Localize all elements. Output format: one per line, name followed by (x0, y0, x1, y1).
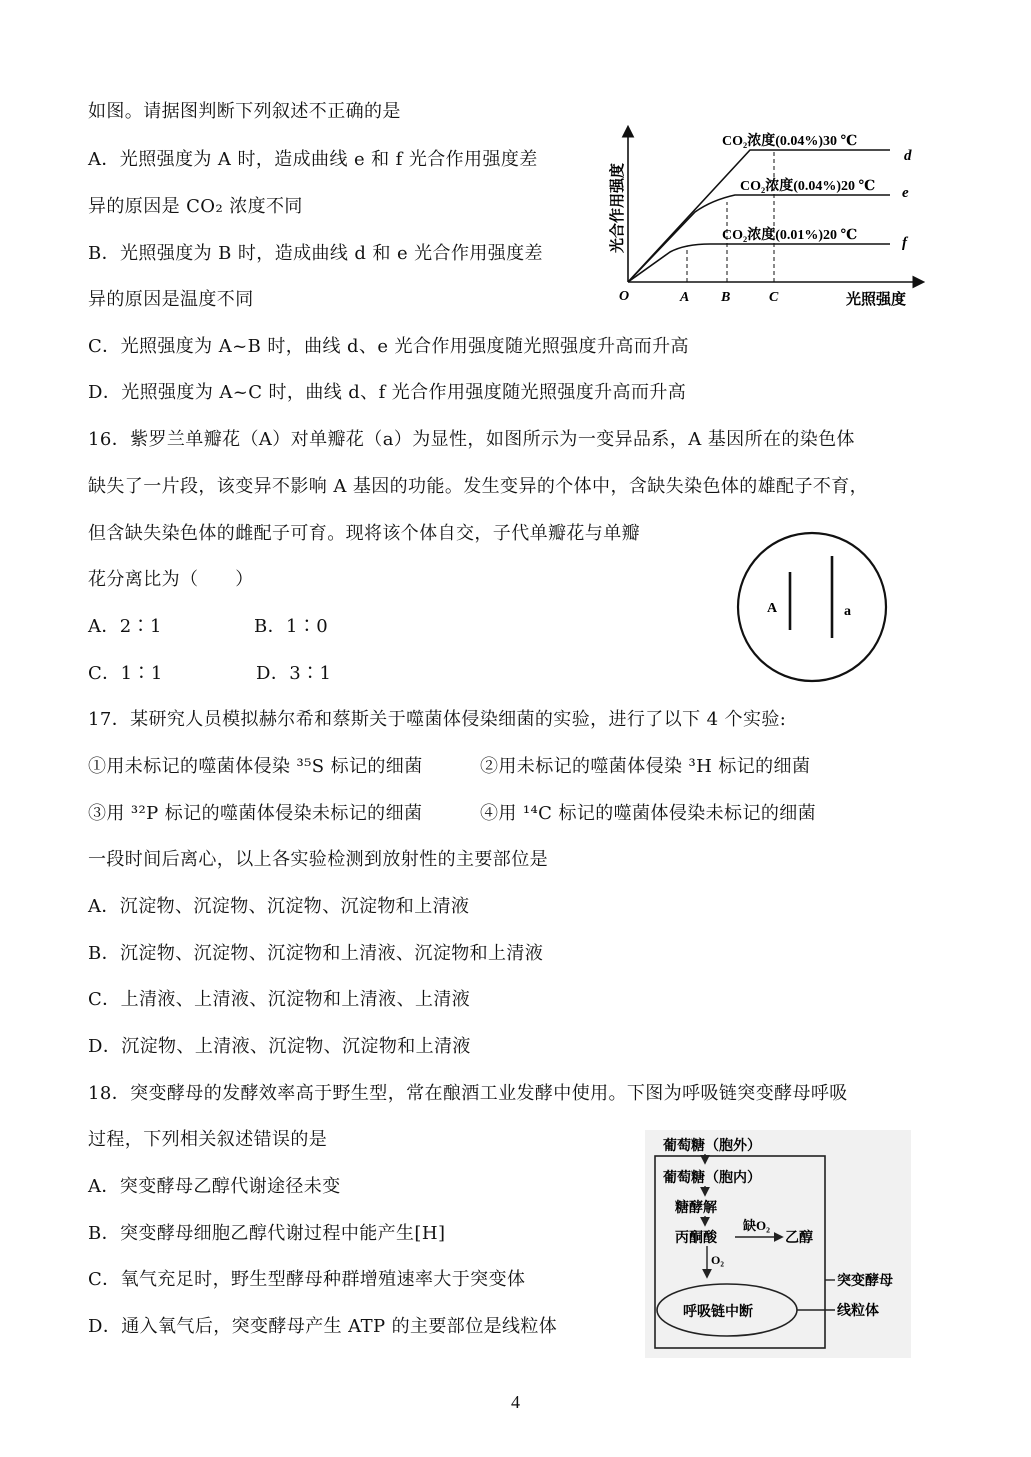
q17-exp3: ③用 ³²P 标记的噬菌体侵染未标记的细菌 (88, 803, 423, 824)
q17-line4: 一段时间后离心，以上各实验检测到放射性的主要部位是 (88, 849, 548, 870)
q15-option-d: D．光照强度为 A~C 时，曲线 d、f 光合作用强度随光照强度升高而升高 (88, 382, 687, 403)
q17-exp1: ①用未标记的噬菌体侵染 ³⁵S 标记的细菌 (88, 756, 423, 777)
q15-option-b-line2: 异的原因是温度不同 (88, 289, 254, 310)
q17-line1: 17．某研究人员模拟赫尔希和蔡斯关于噬菌体侵染细菌的实验，进行了以下 4 个实验: (88, 709, 787, 730)
photosynthesis-chart (600, 120, 930, 315)
glucose-outside: 葡萄糖（胞外） (663, 1139, 761, 1154)
q15-stem: 如图。请据图判断下列叙述不正确的是 (88, 101, 401, 122)
q15-option-c: C．光照强度为 A~B 时，曲线 d、e 光合作用强度随光照强度升高而升高 (88, 336, 689, 357)
x-tick-a: A (680, 290, 690, 305)
oxygen-label: O₂ (711, 1253, 724, 1267)
q18-option-a: A．突变酵母乙醇代谢途径未变 (88, 1176, 341, 1197)
cell-circle (738, 533, 886, 681)
curve-f-label: CO₂浓度(0.01%)20 ℃ (722, 228, 858, 243)
curve-d (628, 150, 890, 282)
curve-d-label: CO₂浓度(0.04%)30 ℃ (722, 134, 858, 149)
q17-exp2: ②用未标记的噬菌体侵染 ³H 标记的细菌 (480, 756, 811, 777)
curve-f (628, 244, 890, 282)
mitochondrion-label: 线粒体 (837, 1304, 879, 1319)
respiratory-chain-break: 呼吸链中断 (683, 1305, 753, 1320)
q16-line2: 缺失了一片段，该变异不影响 A 基因的功能。发生变异的个体中，含缺失染色体的雄配子不育， (88, 476, 869, 497)
q18-option-b: B．突变酵母细胞乙醇代谢过程中能产生[H] (88, 1223, 446, 1244)
q16-option-d: D．3∶1 (256, 663, 332, 684)
q16-line1: 16．紫罗兰单瓣花（A）对单瓣花（a）为显性，如图所示为一变异品系，A 基因所在的染色体 (88, 429, 855, 450)
q17-exp4: ④用 ¹⁴C 标记的噬菌体侵染未标记的细菌 (480, 803, 817, 824)
q18-option-c: C．氧气充足时，野生型酵母种群增殖速率大于突变体 (88, 1269, 526, 1290)
x-tick-b: B (721, 290, 731, 305)
q15-option-b-line1: B．光照强度为 B 时，造成曲线 d 和 e 光合作用强度差 (88, 243, 543, 264)
chart-ylabel: 光合作用强度 (610, 162, 626, 254)
ethanol: 乙醇 (785, 1231, 813, 1246)
q16-option-a: A．2∶1 (88, 616, 162, 637)
no-oxygen-label: 缺O₂ (743, 1218, 771, 1233)
glucose-inside: 葡萄糖（胞内） (663, 1171, 761, 1186)
curve-e-letter: e (902, 185, 909, 201)
q17-option-c: C．上清液、上清液、沉淀物和上清液、上清液 (88, 989, 471, 1010)
allele-a-label: a (844, 604, 851, 619)
x-tick-c: C (769, 290, 779, 305)
q18-option-d: D．通入氧气后，突变酵母产生 ATP 的主要部位是线粒体 (88, 1316, 558, 1337)
q18-line2: 过程，下列相关叙述错误的是 (88, 1129, 328, 1150)
q16-line3: 但含缺失染色体的雌配子可育。现将该个体自交，子代单瓣花与单瓣 (88, 523, 640, 544)
q16-line4: 花分离比为（ ） (88, 569, 254, 590)
q15-option-a-line2: 异的原因是 CO₂ 浓度不同 (88, 196, 303, 217)
q17-option-d: D．沉淀物、上清液、沉淀物、沉淀物和上清液 (88, 1036, 471, 1057)
curve-d-letter: d (904, 148, 912, 164)
chart-xlabel: 光照强度 (846, 292, 907, 308)
q17-option-b: B．沉淀物、沉淀物、沉淀物和上清液、沉淀物和上清液 (88, 943, 544, 964)
pyruvate: 丙酮酸 (675, 1231, 717, 1246)
page-number: 4 (511, 1392, 520, 1412)
mutant-yeast-label: 突变酵母 (837, 1274, 893, 1289)
q16-option-c: C．1∶1 (88, 663, 163, 684)
glycolysis: 糖酵解 (675, 1201, 717, 1216)
q16-option-b: B．1∶0 (254, 616, 329, 637)
q17-option-a: A．沉淀物、沉淀物、沉淀物、沉淀物和上清液 (88, 896, 470, 917)
chart-origin: O (619, 289, 630, 304)
curve-e-label: CO₂浓度(0.04%)20 ℃ (740, 179, 876, 194)
q18-line1: 18．突变酵母的发酵效率高于野生型，常在酿酒工业发酵中使用。下图为呼吸链突变酵母呼吸 (88, 1083, 848, 1104)
chromosome-figure (732, 530, 892, 685)
yeast-respiration-diagram (645, 1130, 911, 1358)
allele-A-label: A (767, 601, 778, 616)
q15-option-a-line1: A．光照强度为 A 时，造成曲线 e 和 f 光合作用强度差 (88, 149, 538, 170)
curve-f-letter: f (902, 235, 907, 251)
